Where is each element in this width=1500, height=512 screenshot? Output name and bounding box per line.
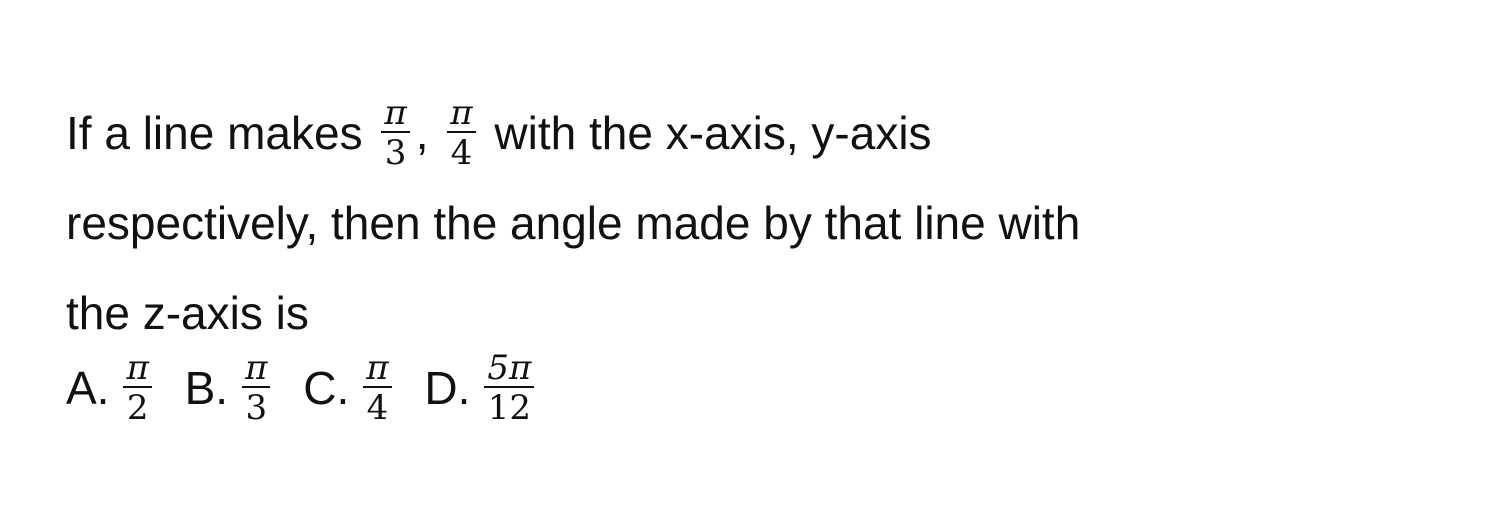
- fraction-denominator: 12: [487, 387, 531, 428]
- question-line-2: respectively, then the angle made by that line with: [66, 197, 1081, 249]
- option-label: A.: [66, 362, 110, 414]
- fraction-denominator: 4: [450, 132, 473, 173]
- question-trail-text: with the x-axis, y-axis: [494, 107, 932, 159]
- option-label: B.: [184, 362, 229, 414]
- question-line-1: [66, 88, 1466, 178]
- question-lead-text: If a line makes: [66, 107, 363, 159]
- fraction-numerator: π: [381, 96, 409, 133]
- fraction-numerator: 5π: [484, 351, 534, 388]
- option-fraction: [242, 347, 270, 428]
- fraction-denominator: 2: [126, 387, 149, 428]
- option-label: C.: [303, 362, 350, 414]
- option-d[interactable]: [424, 338, 540, 438]
- question-text: [66, 88, 1466, 358]
- option-fraction: [363, 347, 391, 428]
- option-b[interactable]: [185, 338, 277, 438]
- option-label: D.: [424, 362, 471, 414]
- option-c[interactable]: [303, 338, 397, 438]
- angle-y-fraction: [447, 92, 475, 173]
- fraction-denominator: 3: [384, 132, 407, 173]
- fraction-denominator: 4: [366, 387, 389, 428]
- question-line-3: the z-axis is: [66, 287, 309, 339]
- option-a[interactable]: [66, 338, 158, 438]
- fraction-denominator: 3: [245, 387, 268, 428]
- option-fraction: [484, 347, 534, 428]
- option-fraction: [123, 347, 151, 428]
- answer-options: [66, 338, 554, 438]
- fraction-numerator: π: [242, 351, 270, 388]
- fraction-separator: ,: [415, 107, 429, 159]
- fraction-numerator: π: [447, 96, 475, 133]
- angle-x-fraction: [381, 92, 409, 173]
- fraction-numerator: π: [363, 351, 391, 388]
- fraction-numerator: π: [123, 351, 151, 388]
